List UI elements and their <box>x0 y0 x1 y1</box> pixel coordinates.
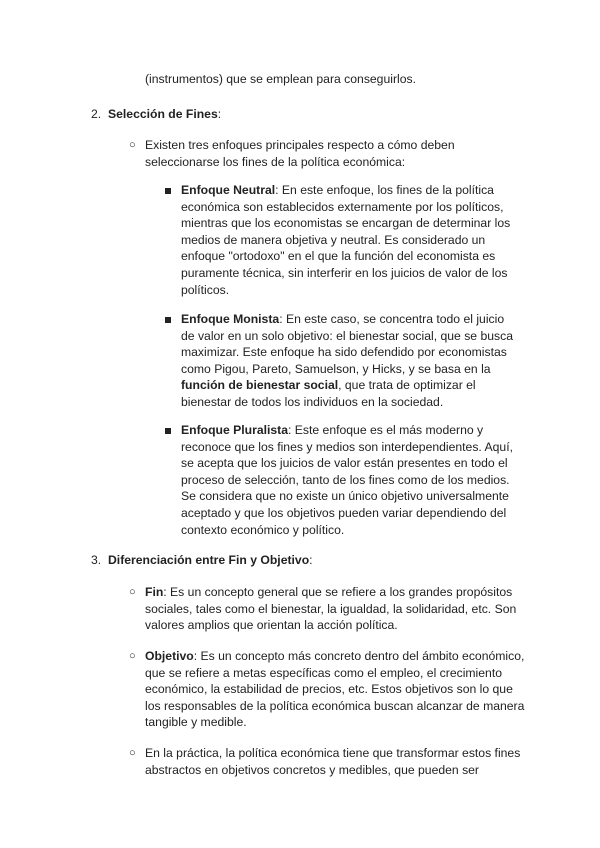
section3-number: 3. <box>91 553 102 567</box>
square-bullet-icon <box>165 317 171 323</box>
circle-bullet-icon: ○ <box>129 139 136 151</box>
subitem-neutral-text: : En este enfoque, los fines de la política económica son establecidos externamente por los políticos, mientras que los economistas se encargan de determinar los medios de manera objetiva y neutral. Es considerado un enfoque "ortodoxo" en el que la función del economista es puramente técnica, sin interferir en los juicios de valor de los políticos. <box>181 183 511 297</box>
circle-bullet-icon: ○ <box>129 586 136 598</box>
subitem-monista <box>181 311 515 411</box>
subitem-monista-text-after: , que trata de optimizar el bienestar de todos los individuos en la sociedad. <box>181 378 476 409</box>
subitem-neutral <box>181 182 513 298</box>
square-bullet-icon <box>165 188 171 194</box>
bullet-practica-text: En la práctica, la política económica tiene que transformar estos fines abstractos en objetivos concretos y medibles, que pueden ser <box>145 746 521 777</box>
bullet-objetivo-term: Objetivo <box>145 649 194 663</box>
section2-title-suffix: : <box>217 107 222 121</box>
subitem-neutral-term: Enfoque Neutral <box>181 183 276 197</box>
circle-bullet-icon: ○ <box>129 747 136 759</box>
section2-bullet <box>145 137 455 170</box>
subitem-monista-text-before: : En este caso, se concentra todo el juicio de valor en un solo objetivo: el bienestar social, que se busca maximizar. Este enfoque ha sido defendido por economistas como Pigou, Pareto, Samuelson, y Hicks, y se basa en la <box>181 312 513 376</box>
bullet-practica <box>145 745 525 778</box>
section3-heading <box>108 552 508 569</box>
bullet-objetivo <box>145 648 525 731</box>
subitem-monista-term: Enfoque Monista <box>181 312 280 326</box>
section2-heading <box>108 106 508 123</box>
subitem-pluralista-text: : Este enfoque es el más moderno y reconoce que los fines y medios son interdependientes. Aquí, se acepta que los juicios de valor están presentes en todo el proceso de selección, tanto de los fines como de los medios. Se considera que no existe un único objetivo universalmente aceptado y que los objetivos pueden variar dependiendo del contexto económico y político. <box>181 423 513 537</box>
square-bullet-icon <box>165 428 171 434</box>
section2-bullet-text: Existen tres enfoques principales respecto a cómo deben seleccionarse los fines de la política económica: <box>145 138 455 169</box>
bullet-objetivo-text: : Es un concepto más concreto dentro del ámbito económico, que se refiere a metas específicas como el empleo, el crecimiento económico, la estabilidad de precios, etc. Estos objetivos son lo que los responsables de la política económica buscan alcanzar de manera tangible y medible. <box>145 649 525 730</box>
subitem-pluralista-term: Enfoque Pluralista <box>181 423 288 437</box>
section2-title: Selección de Fines <box>108 107 218 121</box>
intro-continuation <box>145 71 525 88</box>
section3-title: Diferenciación entre Fin y Objetivo <box>108 553 310 567</box>
bullet-fin <box>145 584 525 634</box>
circle-bullet-icon: ○ <box>129 650 136 662</box>
subitem-pluralista <box>181 422 517 538</box>
intro-text: (instrumentos) que se emplean para conseguirlos. <box>145 72 416 86</box>
section2-number: 2. <box>91 107 102 121</box>
section3-title-suffix: : <box>309 553 313 567</box>
bullet-fin-term: Fin <box>145 585 164 599</box>
bullet-fin-text: : Es un concepto general que se refiere a los grandes propósitos sociales, tales como el bienestar, la igualdad, la solidaridad, etc. Son valores amplios que orientan la acción política. <box>145 585 517 633</box>
subitem-monista-bold-inline: función de bienestar social <box>181 378 339 393</box>
